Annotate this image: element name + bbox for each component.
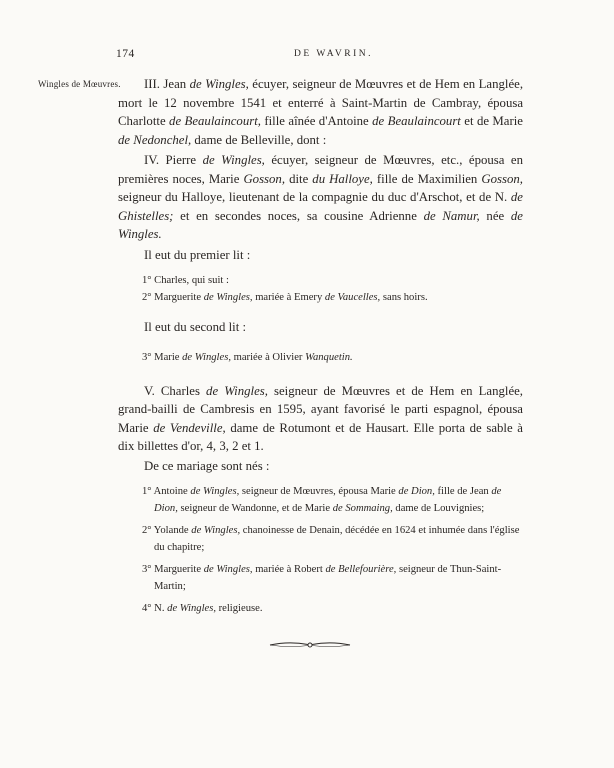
list-item — [118, 483, 523, 517]
italic-text: Gosson, — [481, 171, 523, 186]
text-run: seigneur de Mœuvres, épousa Marie — [239, 486, 399, 497]
text-run: IV. Pierre — [144, 153, 203, 167]
text-run: et en secondes noces, sa cousine Adrienne — [173, 208, 424, 223]
text-run: écuyer, seigneur de Mœuvres, etc., épousa en premières noces, Marie — [118, 153, 523, 186]
italic-text: de Wingles, — [182, 351, 231, 363]
text-run: 2° Yolande — [142, 525, 192, 536]
second-bed-intro: Il eut du second lit : — [144, 320, 247, 334]
first-bed-intro: Il eut du premier lit : — [144, 247, 251, 262]
list-item — [118, 600, 523, 617]
text-run: seigneur de Wandonne, et de Marie — [177, 503, 333, 514]
italic-text: Wanquetin. — [305, 351, 353, 363]
text-run: fille aînée d'Antoine — [260, 114, 373, 128]
text-run: fille de Maximilien — [372, 171, 482, 186]
text-run: sans hoirs. — [380, 292, 428, 303]
italic-text: du Halloye, — [312, 171, 373, 186]
marriage-intro: De ce mariage sont nés : — [144, 458, 270, 473]
text-run: dame de Rotumont et de Hausart. Elle porta de sable à dix billettes d'or, 4, 3, 2 et 1. — [118, 420, 523, 453]
text-run: dame de Louvignies; — [392, 503, 485, 514]
italic-text: de Vendeville, — [153, 420, 226, 435]
text-run: mariée à Emery — [252, 292, 325, 303]
end-ornament — [268, 638, 352, 652]
text-run: seigneur du Halloye, lieutenant de la compagnie du duc d'Arschot, et de N. — [118, 190, 511, 204]
text-run: 2° Marguerite — [142, 292, 204, 303]
text-run: 4° N. — [142, 603, 168, 614]
main-text — [118, 75, 523, 617]
text-run: dame de Belleville, dont : — [191, 132, 327, 147]
text-run: écuyer, seigneur de Mœuvres et de Hem en Langlée, mort le 12 novembre 1541 et enterré à Saint-Martin de Cambray, épousa Charlotte — [118, 77, 524, 128]
text-run: 1° Antoine — [142, 486, 191, 497]
paragraph-iv — [118, 151, 523, 244]
italic-text: de Bellefourière, — [325, 564, 397, 575]
italic-text: de Dion, — [398, 486, 435, 497]
page-number: 174 — [116, 48, 135, 60]
italic-text: de Sommaing, — [332, 503, 393, 514]
italic-text: de Wingles, — [189, 77, 249, 91]
second-bed-children — [118, 349, 523, 366]
text-run: III. Jean — [144, 77, 190, 91]
list-item — [118, 561, 523, 595]
text-run: mariée à Olivier — [230, 351, 306, 363]
text-run: seigneur de Thun-Saint-Martin; — [154, 564, 502, 592]
italic-text: de Wingles, — [206, 383, 268, 398]
text-run: et de Marie — [460, 114, 523, 128]
list-item — [118, 349, 523, 366]
marriage-children — [118, 483, 523, 617]
italic-text: de Wingles, — [191, 525, 241, 536]
italic-text: de Wingles, — [190, 486, 240, 497]
italic-text: de Namur, — [423, 208, 480, 223]
text-run: V. Charles — [144, 383, 207, 398]
list-item — [118, 522, 523, 556]
italic-text: de Wingles, — [202, 153, 265, 167]
text-run: fille de Jean — [434, 486, 492, 497]
italic-text: Gosson, — [243, 171, 286, 186]
text-run: mariée à Robert — [252, 564, 326, 575]
text-run: dite — [285, 171, 313, 186]
italic-text: de Beaulaincourt — [372, 114, 461, 128]
paragraph-iii — [118, 75, 523, 149]
italic-text: de Vaucelles, — [324, 292, 381, 303]
running-title: DE WAVRIN. — [294, 49, 374, 59]
list-item — [118, 289, 523, 306]
italic-text: de Wingles, — [203, 292, 253, 303]
italic-text: de Nedonchel, — [118, 132, 192, 147]
italic-text: de Wingles. — [118, 208, 523, 241]
text-run: 3° Marguerite — [142, 564, 204, 575]
text-run: 3° Marie — [142, 351, 183, 363]
italic-text: de Wingles, — [203, 564, 253, 575]
text-run: 1° Charles, qui suit : — [142, 275, 229, 286]
text-run: seigneur de Mœuvres et de Hem en Langlée, grand-bailli de Cambresis en 1595, ayant favorisé le parti espagnol, épousa Marie — [118, 383, 524, 435]
text-run: née — [479, 208, 511, 223]
paragraph-v — [118, 382, 523, 456]
text-run: chanoinesse de Denain, décédée en 1624 et inhumée dans l'église du chapitre; — [154, 525, 520, 553]
italic-text: de Wingles, — [167, 603, 216, 614]
italic-text: de Beaulaincourt, — [169, 114, 261, 128]
italic-text: de Ghistelles; — [118, 190, 523, 223]
list-item — [118, 272, 523, 289]
margin-note: Wingles de Mœuvres. — [38, 79, 121, 89]
text-run: religieuse. — [215, 603, 263, 614]
italic-text: de Dion, — [154, 486, 502, 514]
first-bed-children — [118, 272, 523, 306]
